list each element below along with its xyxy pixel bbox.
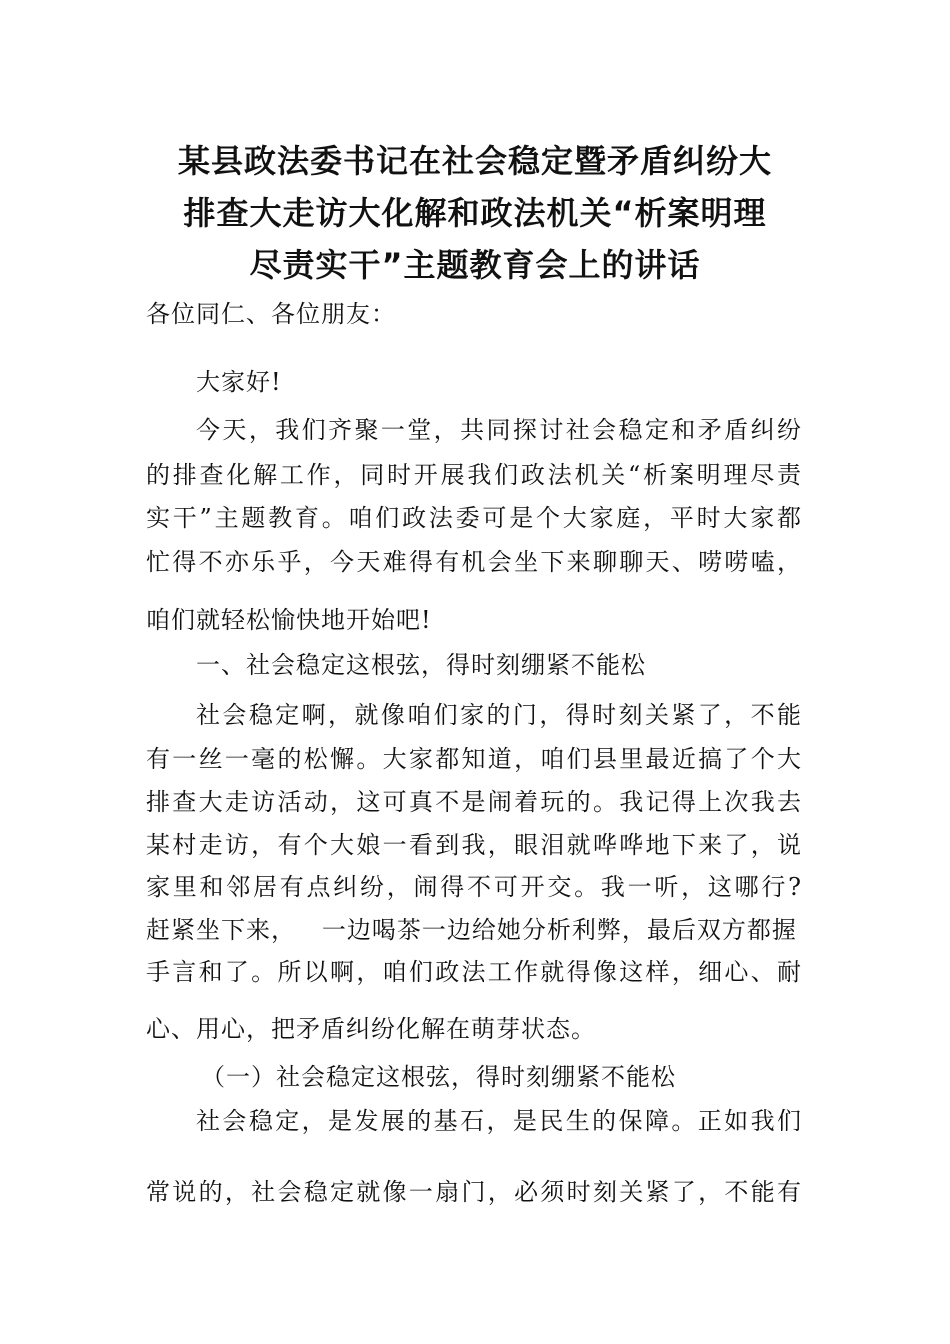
paragraph-3-line-1: 社会稳定，是发展的基石，是民生的保障。正如我们 [196,1107,802,1135]
paragraph-2-line-7: 手言和了。所以啊，咱们政法工作就得像这样，细心、耐 [146,958,802,986]
paragraph-2-line-5: 家里和邻居有点纠纷，闹得不可开交。我一听，这哪行? [146,873,802,901]
salutation: 各位同仁、各位朋友： [146,300,396,328]
paragraph-1-line-4: 忙得不亦乐乎，今天难得有机会坐下来聊聊天、唠唠嗑， [146,548,802,576]
paragraph-2-line-6: 赶紧坐下来， 一边喝茶一边给她分析利弊，最后双方都握 [146,916,797,944]
document-title-line-3: 尽责实干”主题教育会上的讲话 [249,246,701,284]
paragraph-2-line-1: 社会稳定啊，就像咱们家的门，得时刻关紧了，不能 [196,701,802,729]
greeting: 大家好! [196,368,282,396]
paragraph-2-line-2: 有一丝一毫的松懈。大家都知道，咱们县里最近搞了个大 [146,745,802,773]
paragraph-2-line-8: 心、用心，把矛盾纠纷化解在萌芽状态。 [146,1015,596,1043]
paragraph-2-line-4: 某村走访，有个大娘一看到我，眼泪就哗哗地下来了，说 [146,831,802,859]
paragraph-1-line-3: 实干”主题教育。咱们政法委可是个大家庭，平时大家都 [146,504,802,532]
paragraph-1-line-1: 今天，我们齐聚一堂，共同探讨社会稳定和矛盾纠纷 [196,416,802,444]
paragraph-1-line-5: 咱们就轻松愉快地开始吧! [146,606,432,634]
paragraph-1-line-2: 的排查化解工作，同时开展我们政法机关“析案明理尽责 [146,461,802,489]
document-title-line-2: 排查大走访大化解和政法机关“析案明理 [183,194,767,232]
section-heading-1: 一、社会稳定这根弦，得时刻绷紧不能松 [196,651,646,679]
document-title-line-1: 某县政法委书记在社会稳定暨矛盾纠纷大 [177,142,772,180]
paragraph-3-line-2: 常说的，社会稳定就像一扇门，必须时刻关紧了，不能有 [146,1178,802,1206]
paragraph-2-line-3: 排查大走访活动，这可真不是闹着玩的。我记得上次我去 [146,788,802,816]
subsection-heading-1: （一）社会稳定这根弦，得时刻绷紧不能松 [201,1063,676,1091]
